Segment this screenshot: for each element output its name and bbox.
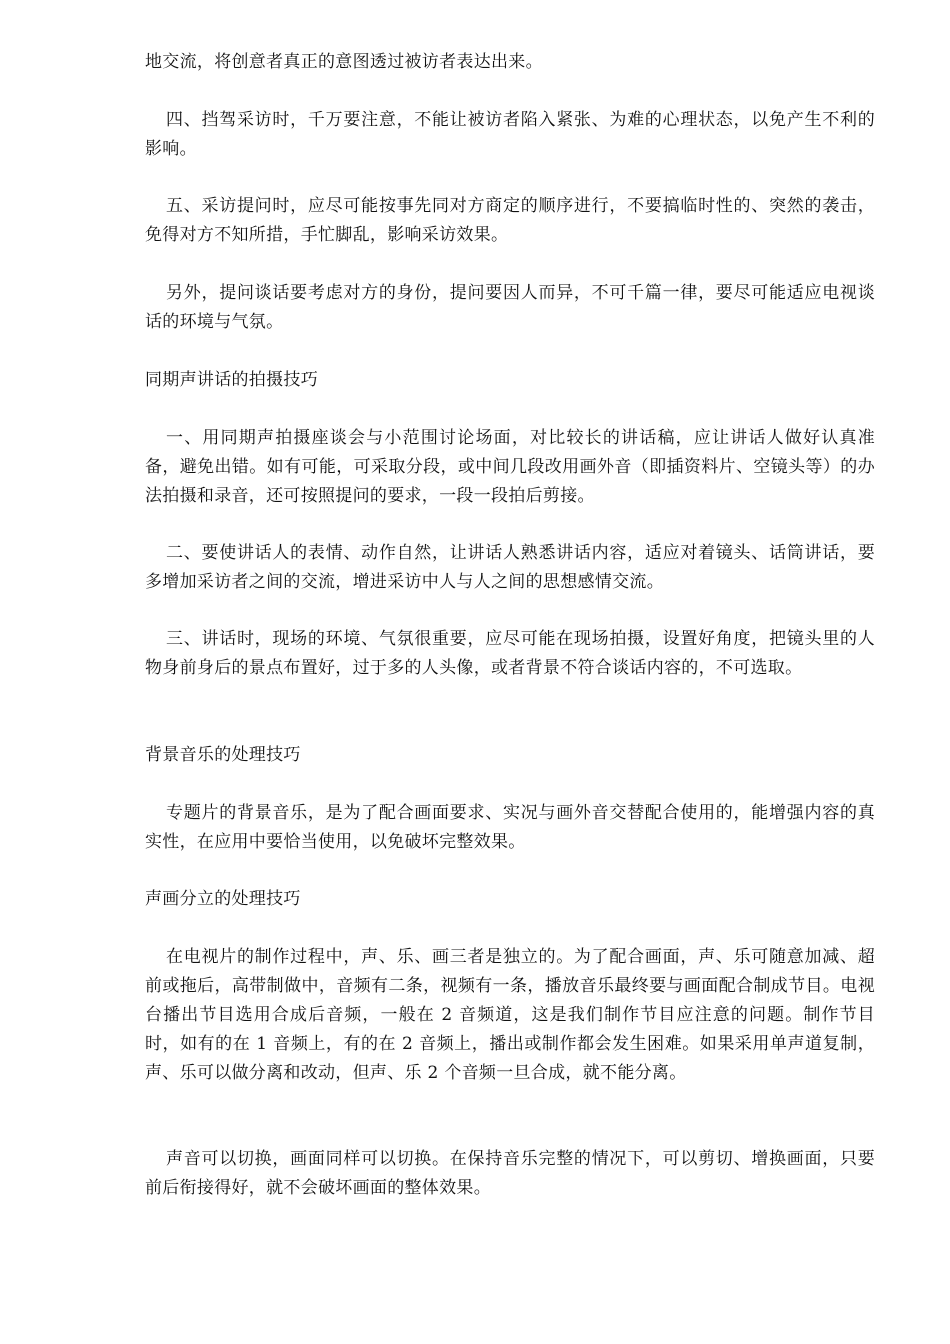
paragraph-point-four: 四、挡驾采访时，千万要注意，不能让被访者陷入紧张、为难的心理状态，以免产生不利的影响。: [145, 110, 875, 159]
section-heading-sync-sound: 同期声讲话的拍摄技巧: [145, 370, 318, 390]
section-heading-background-music: 背景音乐的处理技巧: [145, 745, 301, 765]
section-heading-sound-picture-split: 声画分立的处理技巧: [145, 889, 301, 909]
paragraph-switching: 声音可以切换，画面同样可以切换。在保持音乐完整的情况下，可以剪切、增换画面，只要前后衔接得好，就不会破坏画面的整体效果。: [145, 1149, 875, 1198]
paragraph-sync-point-two: 二、要使讲话人的表情、动作自然，让讲话人熟悉讲话内容，适应对着镜头、话筒讲话，要多增加采访者之间的交流，增进采访中人与人之间的思想感情交流。: [145, 543, 875, 592]
paragraph-continuation: 地交流，将创意者真正的意图透过被访者表达出来。: [145, 52, 543, 72]
paragraph-sound-picture-split: 在电视片的制作过程中，声、乐、画三者是独立的。为了配合画面，声、乐可随意加减、超前或拖后，高带制做中，音频有二条，视频有一条，播放音乐最终要与画面配合制成节目。电视台播出节目选用合成后音频，一般在 2 音频道，这是我们制作节目应注意的问题。制作节目时，如有的在 1 音频上，有的在 2 音频上，播出或制作都会发生困难。如果采用单声道复制，声、乐可以做分离和改动，但声、乐 2 个音频一旦合成，就不能分离。: [145, 947, 875, 1083]
paragraph-background-music: 专题片的背景音乐，是为了配合画面要求、实况与画外音交替配合使用的，能增强内容的真实性，在应用中要恰当使用，以免破坏完整效果。: [145, 803, 875, 852]
paragraph-sync-point-one: 一、用同期声拍摄座谈会与小范围讨论场面，对比较长的讲话稿，应让讲话人做好认真准备，避免出错。如有可能，可采取分段，或中间几段改用画外音（即插资料片、空镜头等）的办法拍摄和录音，还可按照提问的要求，一段一段拍后剪接。: [145, 428, 875, 506]
paragraph-additionally: 另外，提问谈话要考虑对方的身份，提问要因人而异，不可千篇一律，要尽可能适应电视谈话的环境与气氛。: [145, 283, 875, 332]
paragraph-sync-point-three: 三、讲话时，现场的环境、气氛很重要，应尽可能在现场拍摄，设置好角度，把镜头里的人物身前身后的景点布置好，过于多的人头像，或者背景不符合谈话内容的，不可选取。: [145, 629, 875, 678]
paragraph-point-five: 五、采访提问时，应尽可能按事先同对方商定的顺序进行，不要搞临时性的、突然的袭击，免得对方不知所措，手忙脚乱，影响采访效果。: [145, 196, 875, 245]
